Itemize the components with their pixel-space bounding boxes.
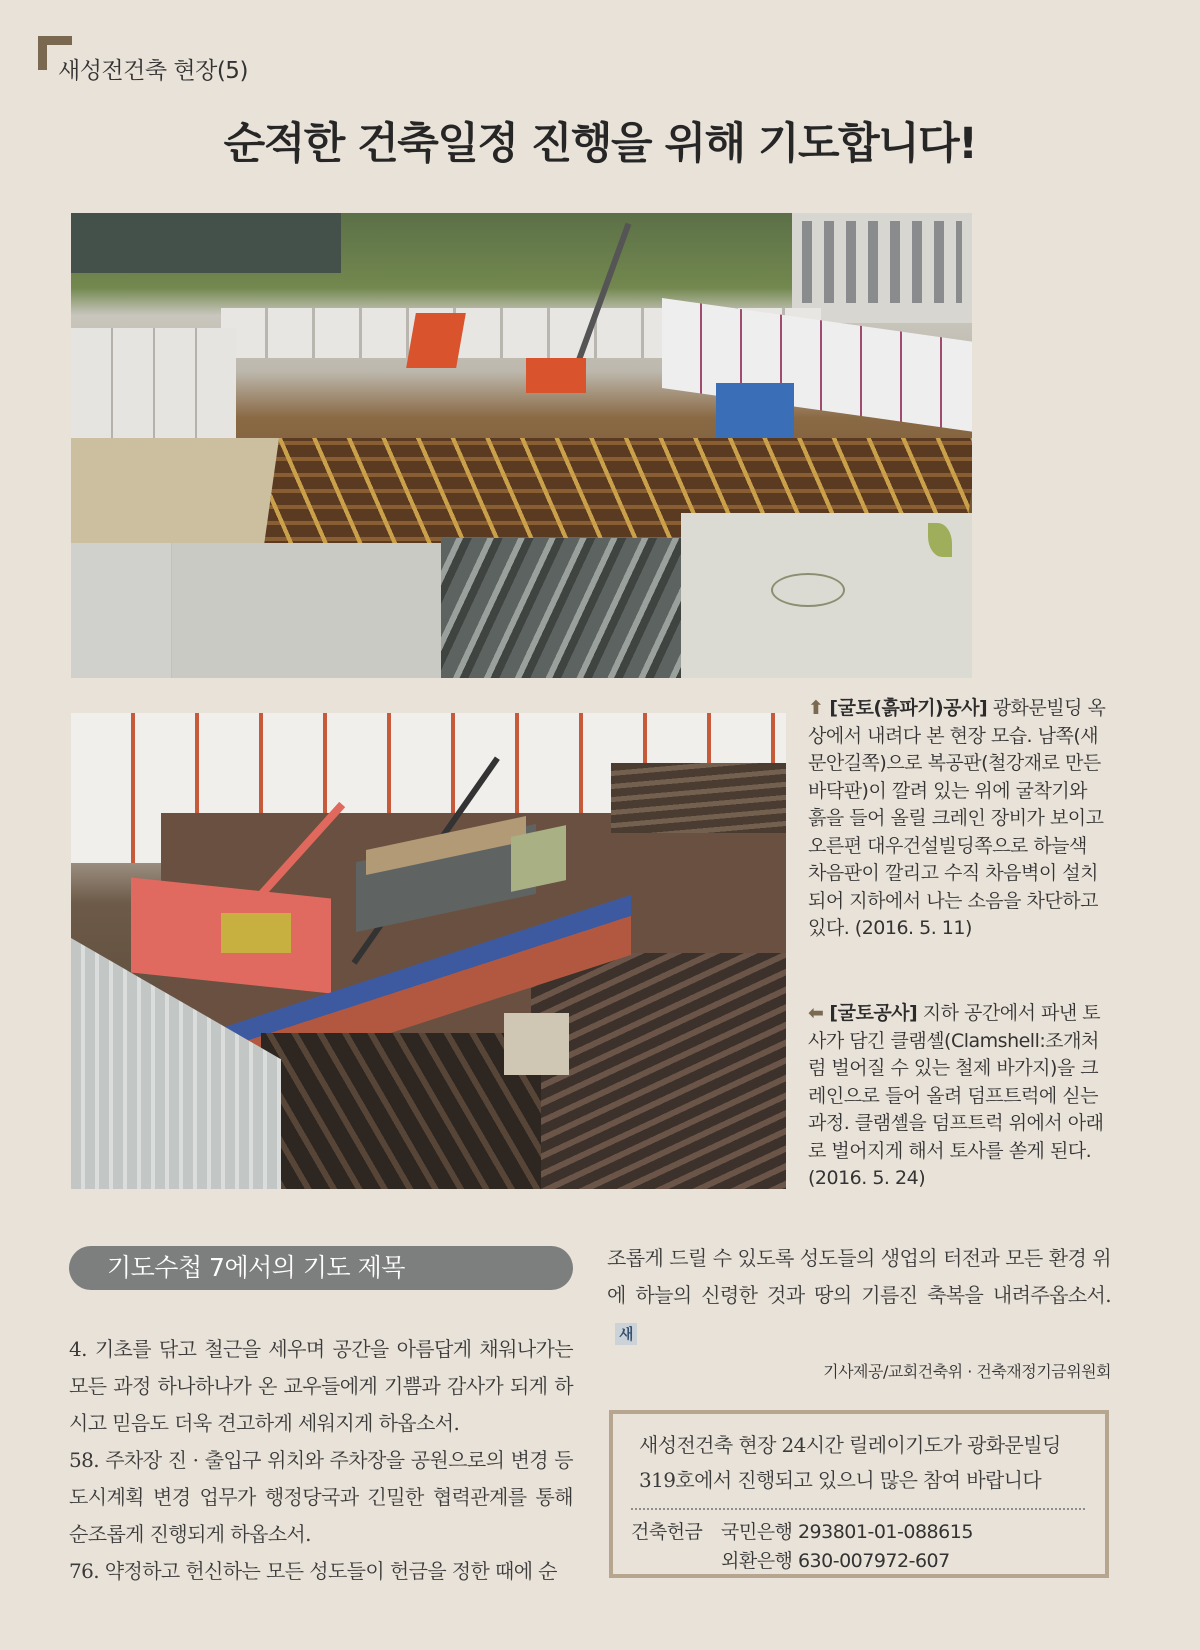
caption-tag: [굴토(흙파기)공사]: [829, 697, 988, 719]
prayer-heading: 기도수첩 7에서의 기도 제목: [69, 1246, 573, 1290]
photo-caption-left: [808, 1000, 1110, 1193]
account-line: [631, 1518, 1085, 1547]
arrow-up-icon: ⬆: [808, 697, 824, 719]
prayer-item: 58. 주차장 진 · 출입구 위치와 주차장을 공원으로의 변경 등 도시계획 변경 업무가 행정당국과 긴밀한 협력관계를 통해 순조롭게 진행되게 하옵소서.: [69, 1448, 573, 1546]
account-keb: 외환은행 630-007972-607: [721, 1550, 950, 1572]
article-credit: 기사제공/교회건축위 · 건축재정기금위원회: [823, 1362, 1111, 1381]
caption-text: 지하 공간에서 파낸 토사가 담긴 클램셸(Clamshell:조개처럼 벌어질 수 있는 철제 바가지)을 크레인으로 들어 올려 덤프트럭에 싣는 과정. 클램셸을 덤프트럭 위에서 아래로 벌어지게 해서 토사를 쏟게 된다. (2016. 5. 24): [808, 1002, 1104, 1189]
account-line: [631, 1547, 1085, 1576]
dotted-divider: [631, 1508, 1085, 1510]
caption-text: 광화문빌딩 옥상에서 내려다 본 현장 모습. 남쪽(새문안길쪽)으로 복공판(철강재로 만든 바닥판)이 깔려 있는 위에 굴착기와 흙을 들어 올릴 크레인 장비가 보이고 오른편 대우건설빌딩쪽으로 하늘색 차음판이 깔리고 수직 차음벽이 설치되어 지하에서 나는 소음을 차단하고 있다. (2016. 5. 11): [808, 697, 1106, 939]
excavation-site-aerial-photo: [71, 213, 972, 678]
prayer-list: [69, 1331, 573, 1590]
prayer-continuation: [607, 1240, 1111, 1351]
prayer-item: 4. 기초를 닦고 철근을 세우며 공간을 아름답게 채워나가는 모든 과정 하나하나가 온 교우들에게 기쁨과 감사가 되게 하시고 믿음도 더욱 견고하게 세워지게 하옵소서.: [69, 1337, 573, 1435]
arrow-left-icon: ⬅: [808, 1002, 824, 1024]
photo-caption-top: [808, 695, 1110, 943]
account-label: 건축헌금: [631, 1521, 703, 1543]
relay-prayer-notice: 새성전건축 현장 24시간 릴레이기도가 광화문빌딩 319호에서 진행되고 있으니 많은 참여 바랍니다: [639, 1433, 1061, 1492]
clamshell-crane-dump-truck-photo: [71, 713, 786, 1189]
notice-box: [609, 1410, 1109, 1578]
prayer-item: 76. 약정하고 헌신하는 모든 성도들이 헌금을 정한 때에 순: [69, 1559, 557, 1583]
account-kookmin: 국민은행 293801-01-088615: [721, 1521, 973, 1543]
prayer-item-continued: 조롭게 드릴 수 있도록 성도들의 생업의 터전과 모든 환경 위에 하늘의 신령한 것과 땅의 기름진 축복을 내려주옵소서.: [607, 1246, 1111, 1307]
page-headline: 순적한 건축일정 진행을 위해 기도합니다!: [223, 119, 977, 169]
end-mark-icon: 새: [615, 1323, 637, 1345]
section-label: 새성전건축 현장(5): [58, 58, 248, 84]
caption-tag: [굴토공사]: [829, 1002, 918, 1024]
